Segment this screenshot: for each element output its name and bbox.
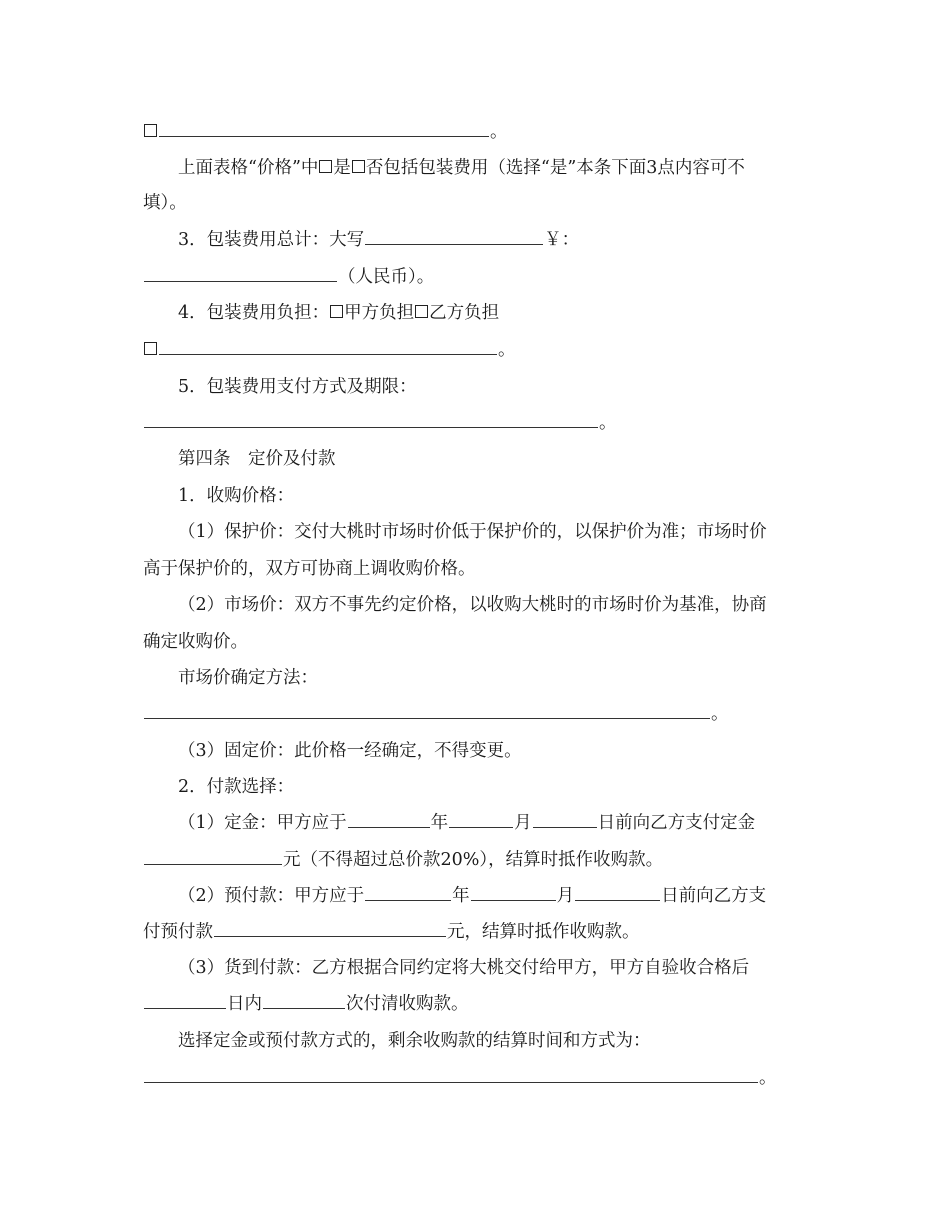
- checkbox-icon[interactable]: [319, 160, 332, 173]
- text-line: 选择定金或预付款方式的，剩余收购款的结算时间和方式为：: [178, 1031, 651, 1051]
- text-line: 市场价确定方法：: [178, 668, 318, 688]
- text-line: 填）。: [143, 193, 187, 213]
- checkbox-icon[interactable]: [415, 305, 428, 318]
- text-line: （1）定金：甲方应于 年 月 日前向乙方支付定金: [178, 808, 755, 838]
- text-line: （2）预付款：甲方应于 年 月 日前向乙方支: [178, 881, 766, 911]
- fill-blank[interactable]: [144, 1065, 758, 1084]
- fill-blank[interactable]: [144, 701, 710, 720]
- fill-blank[interactable]: [533, 810, 597, 829]
- fill-blank[interactable]: [365, 883, 451, 902]
- fill-blank[interactable]: [214, 919, 446, 938]
- fill-blank[interactable]: [263, 991, 345, 1010]
- text-line: （2）市场价：双方不事先约定价格，以收购大桃时的市场时价为基准，协商: [178, 595, 767, 615]
- text-line: 付预付款 元，结算时抵作收购款。: [143, 917, 640, 947]
- text-line: 1．收购价格：: [178, 486, 295, 506]
- checkbox-icon[interactable]: [330, 305, 343, 318]
- text-line: （人民币）。: [143, 262, 434, 292]
- text-line: 2．付款选择：: [178, 777, 295, 797]
- text-line: 。: [143, 699, 729, 729]
- fill-blank[interactable]: [471, 883, 556, 902]
- fill-blank[interactable]: [144, 264, 337, 283]
- text-line: 。: [143, 1063, 777, 1093]
- fill-blank[interactable]: [159, 337, 497, 356]
- text-line: 。: [143, 408, 617, 438]
- text-line: 高于保护价的，双方可协商上调收购价格。: [143, 559, 476, 579]
- fill-blank[interactable]: [449, 810, 513, 829]
- section-heading: 第四条 定价及付款: [178, 449, 336, 469]
- fill-blank[interactable]: [144, 847, 282, 866]
- text-line: 3．包装费用总计：大写 ￥：: [178, 225, 579, 255]
- checkbox-icon[interactable]: [144, 124, 157, 137]
- text-line: 元（不得超过总价款20%），结算时抵作收购款。: [143, 845, 663, 875]
- fill-blank[interactable]: [144, 410, 598, 429]
- fill-blank[interactable]: [348, 810, 430, 829]
- text-line: （3）货到付款：乙方根据合同约定将大桃交付给甲方，甲方自验收合格后: [178, 958, 750, 978]
- text-line: 。: [143, 117, 508, 147]
- checkbox-icon[interactable]: [144, 342, 157, 355]
- fill-blank[interactable]: [575, 883, 660, 902]
- text-line: （1）保护价：交付大桃时市场时价低于保护价的，以保护价为准；市场时价: [178, 522, 767, 542]
- text-line: （3）固定价：此价格一经确定，不得变更。: [178, 741, 522, 761]
- text-line: 4．包装费用负担： 甲方负担 乙方负担: [178, 303, 500, 323]
- text-line: 上面表格“价格”中 是 否包括包装费用（选择“是”本条下面3点内容可不: [178, 158, 745, 178]
- fill-blank[interactable]: [144, 991, 226, 1010]
- text-line: 。: [143, 335, 516, 365]
- fill-blank[interactable]: [159, 119, 489, 138]
- text-line: 5．包装费用支付方式及期限：: [178, 377, 417, 397]
- text-line: 确定收购价。: [143, 632, 248, 652]
- checkbox-icon[interactable]: [352, 160, 365, 173]
- text-line: 日内 次付清收购款。: [143, 989, 469, 1019]
- fill-blank[interactable]: [365, 227, 543, 246]
